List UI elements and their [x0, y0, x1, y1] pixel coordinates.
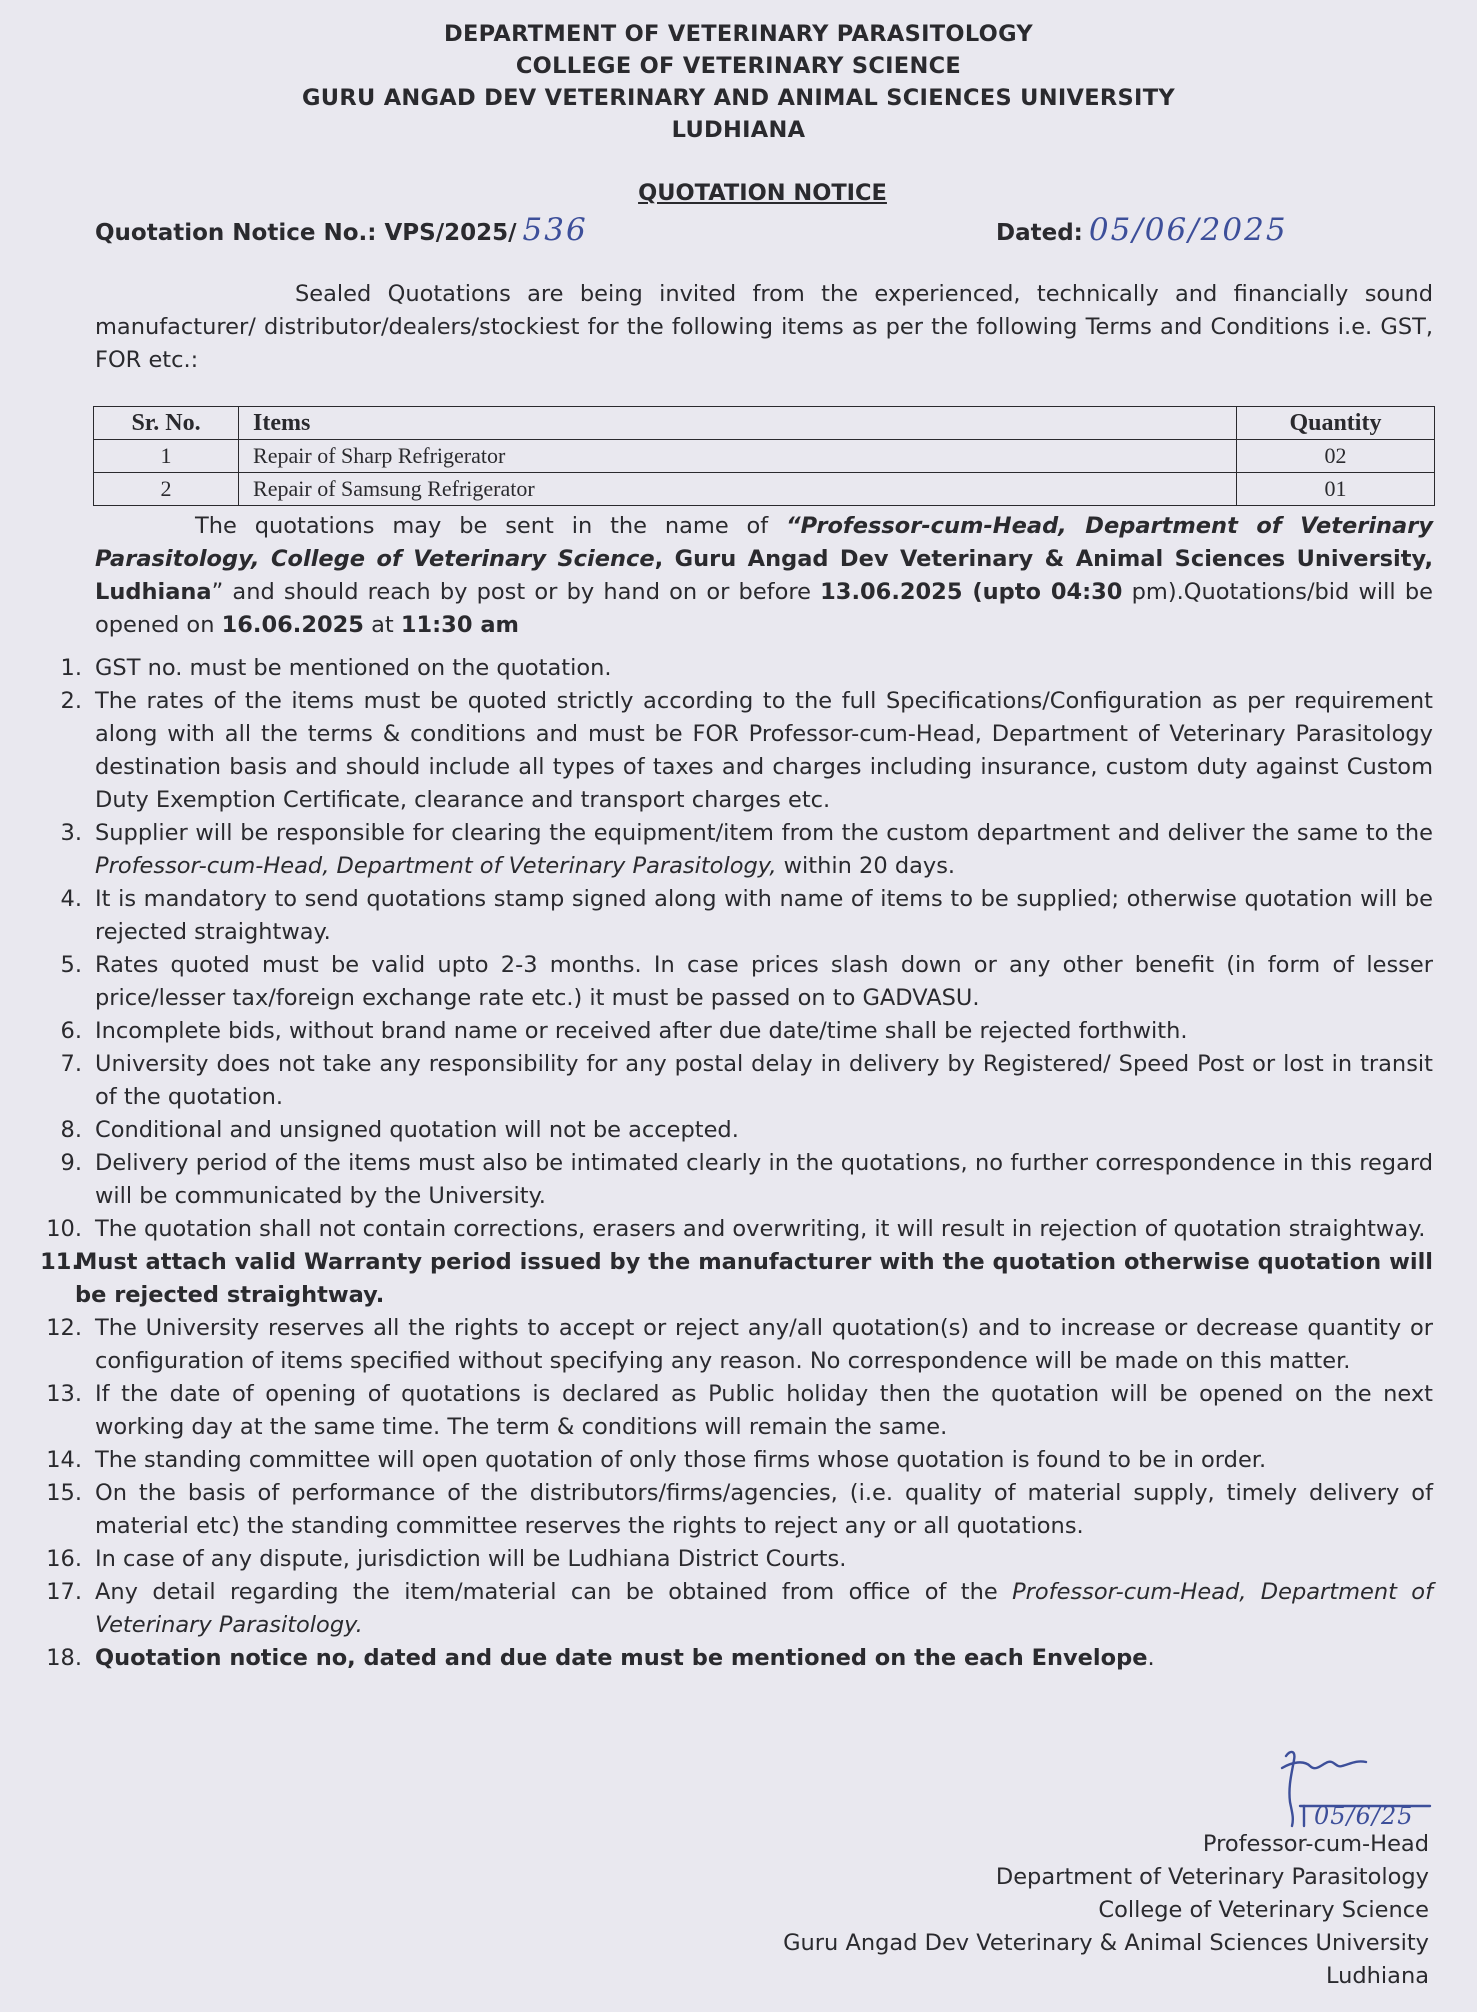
signatory-university: Guru Angad Dev Veterinary & Animal Sciences University [783, 1930, 1429, 1956]
term-text: If the date of opening of quotations is declared as Public holiday then the quotation will be opened on the next working day at the same time. The term & conditions will remain the same. [95, 1381, 1433, 1440]
cell-quantity: 02 [1236, 440, 1434, 473]
term-number: 2. [60, 688, 82, 714]
document-title: QUOTATION NOTICE [638, 180, 887, 206]
term-number: 4. [60, 886, 82, 912]
addressee-italic: “Professor-cum-Head, Department of Veterinary Parasitology, College of Veterinary Science [95, 513, 1433, 572]
term-item [46, 1312, 1433, 1378]
term-number: 10. [46, 1216, 82, 1242]
term-text: GST no. must be mentioned on the quotation. [95, 655, 612, 681]
university-name: GURU ANGAD DEV VETERINARY AND ANIMAL SCIENCES UNIVERSITY [302, 85, 1175, 111]
cell-sr-no: 2 [94, 473, 239, 506]
submission-paragraph [95, 510, 1433, 642]
handwritten-signature [1270, 1746, 1440, 1836]
signatory-title: Professor-cum-Head [1202, 1831, 1429, 1857]
term-text: Must attach valid Warranty period issued by the manufacturer with the quotation otherwise quotation will be rejected straightway. [75, 1249, 1433, 1308]
term-item [46, 1213, 1433, 1246]
para-text: at [363, 612, 401, 638]
term-text: On the basis of performance of the distributors/firms/agencies, (i.e. quality of material supply, timely delivery of material etc) the standing committee reserves the rights to reject any or all quotations. [95, 1480, 1433, 1539]
para-text: pm).Quotations/bid will be opened on [95, 579, 1433, 638]
notice-date [996, 212, 1288, 248]
term-item [46, 1378, 1433, 1444]
term-item [40, 1246, 1433, 1312]
term-text: The standing committee will open quotation of only those firms whose quotation is found to be in order. [95, 1447, 1267, 1473]
term-text-bold: Quotation notice no, dated and due date must be mentioned on the each Envelope [95, 1645, 1148, 1671]
term-item [60, 652, 1433, 685]
term-item [46, 1576, 1433, 1642]
term-text-italic: Professor-cum-Head, Department of Veterinary Parasitology. [95, 1579, 1433, 1638]
term-number: 18. [46, 1645, 82, 1671]
city-name: LUDHIANA [671, 117, 806, 143]
term-text: Supplier will be responsible for clearing the equipment/item from the custom department and deliver the same to the [95, 820, 1433, 846]
opening-date: 16.06.2025 [221, 612, 364, 638]
term-text: In case of any dispute, jurisdiction will be Ludhiana District Courts. [95, 1546, 847, 1572]
cell-item: Repair of Samsung Refrigerator [239, 473, 1237, 506]
signatory-department: Department of Veterinary Parasitology [995, 1864, 1429, 1890]
term-text-italic: Professor-cum-Head, Department of Veterinary Parasitology, [95, 853, 777, 879]
term-number: 1. [60, 655, 82, 681]
intro-paragraph: Sealed Quotations are being invited from the experienced, technically and financially sound manufacturer/ distributor/dealers/stockiest for the following items as per the following Terms and Conditions i.e. GST, FOR etc.: [95, 281, 1433, 373]
term-text: . [1147, 1645, 1155, 1671]
opening-time: 11:30 am [400, 612, 519, 638]
notice-number-label: Quotation Notice No.: VPS/2025/ [95, 220, 517, 246]
handwritten-notice-number: 536 [522, 212, 588, 248]
letterhead [0, 18, 1477, 146]
header-quantity: Quantity [1236, 407, 1434, 440]
handwritten-date: 05/06/2025 [1088, 212, 1288, 248]
term-number: 8. [60, 1117, 82, 1143]
term-item [46, 1444, 1433, 1477]
term-number: 15. [46, 1480, 82, 1506]
college-name: COLLEGE OF VETERINARY SCIENCE [515, 53, 962, 79]
term-text: Any detail regarding the item/material can be obtained from office of the [95, 1579, 1013, 1605]
cell-sr-no: 1 [94, 440, 239, 473]
term-text: Conditional and unsigned quotation will not be accepted. [95, 1117, 739, 1143]
term-text: Incomplete bids, without brand name or received after due date/time shall be rejected forthwith. [95, 1018, 1188, 1044]
term-number: 6. [60, 1018, 82, 1044]
addressee-university: , Guru Angad Dev Veterinary & Animal Sciences University, Ludhiana [95, 546, 1433, 605]
cell-item: Repair of Sharp Refrigerator [239, 440, 1237, 473]
term-item [60, 685, 1433, 817]
term-number: 17. [46, 1579, 82, 1605]
term-number: 5. [60, 952, 82, 978]
term-item [60, 1048, 1433, 1114]
notice-number [95, 212, 588, 248]
para-text: ” and should reach by post or by hand on or before [211, 579, 821, 605]
term-text: It is mandatory to send quotations stamp signed along with name of items to be supplied; otherwise quotation will be rejected straightway. [95, 886, 1433, 945]
items-table [93, 406, 1435, 506]
term-number: 12. [46, 1315, 82, 1341]
term-number: 3. [60, 820, 82, 846]
term-number: 13. [46, 1381, 82, 1407]
cell-quantity: 01 [1236, 473, 1434, 506]
signatory-college: College of Veterinary Science [1098, 1897, 1429, 1923]
term-item [60, 1015, 1433, 1048]
signatory-city: Ludhiana [1325, 1963, 1429, 1989]
term-number: 11. [40, 1249, 80, 1275]
header-sr-no: Sr. No. [94, 407, 239, 440]
term-number: 14. [46, 1447, 82, 1473]
signatory-block [783, 1828, 1429, 1993]
table-row [94, 473, 1435, 506]
term-item [46, 1543, 1433, 1576]
signature-date: 05/6/25 [1314, 1802, 1414, 1830]
term-text: The rates of the items must be quoted strictly according to the full Specifications/Configuration as per requirement along with all the terms & conditions and must be FOR Professor-cum-Head, Department of Veterinary Parasitology destination basis and should include all types of taxes and charges including insurance, custom duty against Custom Duty Exemption Certificate, clearance and transport charges etc. [95, 688, 1433, 813]
term-item [46, 1642, 1433, 1675]
term-number: 16. [46, 1546, 82, 1572]
term-item [60, 949, 1433, 1015]
terms-list [40, 652, 1433, 1675]
header-items: Items [239, 407, 1237, 440]
para-text: The quotations may be sent in the name of [195, 513, 787, 539]
term-text: University does not take any responsibility for any postal delay in delivery by Registered/ Speed Post or lost in transit of the quotation. [95, 1051, 1433, 1110]
term-item [46, 1477, 1433, 1543]
term-item [60, 1147, 1433, 1213]
term-text: Rates quoted must be valid upto 2-3 months. In case prices slash down or any other benefit (in form of lesser price/lesser tax/foreign exchange rate etc.) it must be passed on to GADVASU. [95, 952, 1433, 1011]
term-text: Delivery period of the items must also be intimated clearly in the quotations, no further correspondence in this regard will be communicated by the University. [95, 1150, 1433, 1209]
due-date: 13.06.2025 (upto 04:30 [820, 579, 1123, 605]
department-name: DEPARTMENT OF VETERINARY PARASITOLOGY [444, 21, 1033, 47]
dated-label: Dated: [996, 220, 1083, 246]
table-header-row [94, 407, 1435, 440]
term-number: 9. [60, 1150, 82, 1176]
term-text: within 20 days. [776, 853, 956, 879]
term-item [60, 1114, 1433, 1147]
term-text: The quotation shall not contain corrections, erasers and overwriting, it will result in rejection of quotation straightway. [95, 1216, 1426, 1242]
term-item [60, 883, 1433, 949]
term-text: The University reserves all the rights to accept or reject any/all quotation(s) and to increase or decrease quantity or configuration of items specified without specifying any reason. No correspondence will be made on this matter. [95, 1315, 1433, 1374]
table-row [94, 440, 1435, 473]
term-number: 7. [60, 1051, 82, 1077]
term-item [60, 817, 1433, 883]
